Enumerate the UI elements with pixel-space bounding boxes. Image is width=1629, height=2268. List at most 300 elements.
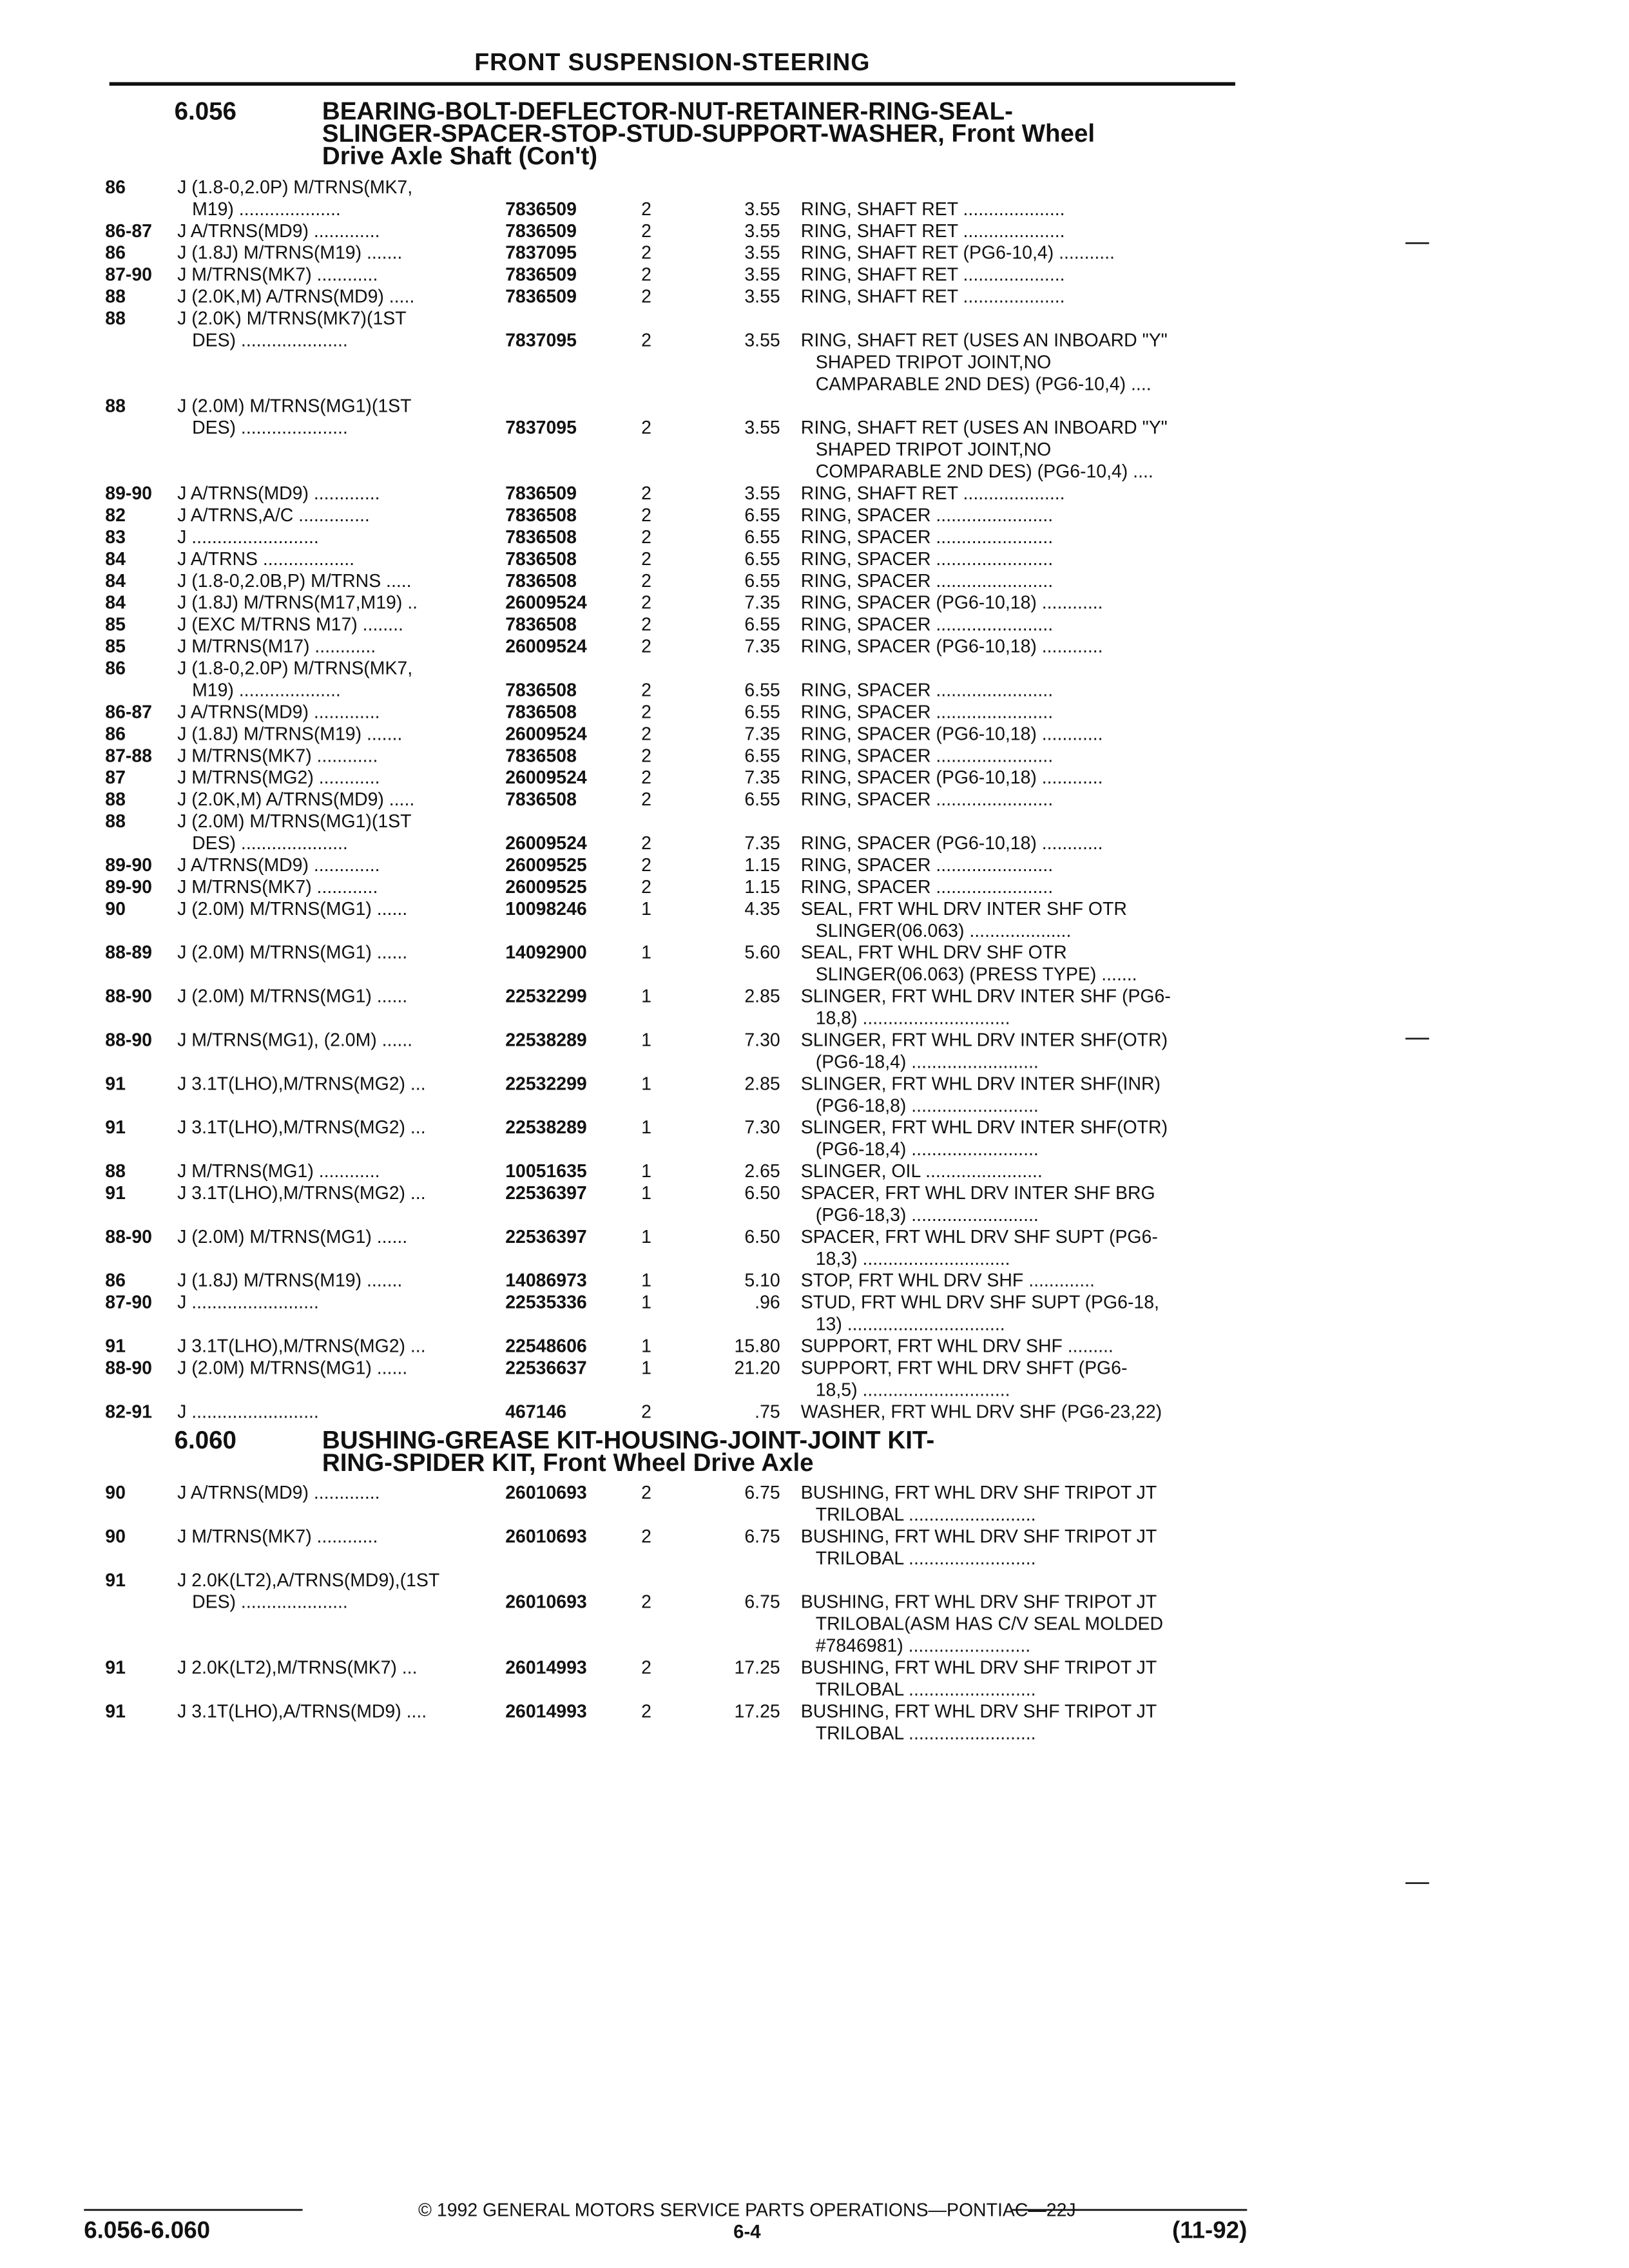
part-number: 22532299 bbox=[505, 985, 587, 1006]
part-number: 7836508 bbox=[505, 548, 577, 570]
quantity: 1 bbox=[641, 1357, 651, 1378]
usage-description bbox=[177, 220, 496, 242]
model-year: 91 bbox=[105, 1117, 126, 1138]
usage-description bbox=[177, 1117, 496, 1139]
section-title-line: BEARING-BOLT-DEFLECTOR-NUT-RETAINER-RING-SEAL- bbox=[322, 97, 1014, 125]
quantity: 2 bbox=[641, 832, 651, 854]
part-number: 10098246 bbox=[505, 898, 587, 919]
part-description bbox=[801, 1117, 1239, 1160]
usage-description bbox=[177, 701, 496, 723]
usage-line: J A/TRNS(MD9) ............. bbox=[177, 483, 380, 504]
model-year: 90 bbox=[105, 1526, 126, 1547]
part-number: 7837095 bbox=[505, 329, 577, 351]
usage-description bbox=[177, 898, 496, 919]
quantity: 1 bbox=[641, 1335, 651, 1356]
description-line: RING, SPACER ....................... bbox=[800, 876, 1054, 898]
part-description bbox=[801, 985, 1239, 1029]
description-line: SLINGER(06.063) .................... bbox=[815, 920, 1072, 941]
part-description bbox=[801, 570, 1239, 591]
quantity: 2 bbox=[641, 285, 651, 307]
model-year: 88 bbox=[105, 1160, 126, 1182]
part-number: 26014993 bbox=[505, 1657, 587, 1678]
quantity: 2 bbox=[641, 264, 651, 285]
usage-line: J (2.0M) M/TRNS(MG1) ...... bbox=[177, 1357, 408, 1378]
quantity: 2 bbox=[641, 1657, 651, 1678]
usage-line: J (1.8J) M/TRNS(M17,M19) .. bbox=[177, 592, 418, 613]
model-year: 87-90 bbox=[105, 1291, 152, 1313]
part-number: 7836508 bbox=[505, 570, 577, 591]
part-description bbox=[801, 242, 1239, 264]
part-description bbox=[801, 767, 1239, 789]
description-line: COMPARABLE 2ND DES) (PG6-10,4) .... bbox=[815, 461, 1153, 482]
description-line: STOP, FRT WHL DRV SHF ............. bbox=[800, 1270, 1095, 1291]
model-year: 88-90 bbox=[105, 1029, 152, 1050]
usage-description bbox=[177, 1525, 496, 1547]
usage-description bbox=[177, 526, 496, 548]
description-line: RING, SHAFT RET (PG6-10,4) ........... bbox=[800, 242, 1115, 264]
part-description bbox=[801, 789, 1239, 811]
part-number: 22538289 bbox=[505, 1029, 587, 1050]
model-year: 86 bbox=[105, 242, 126, 264]
unit-price: 2.85 bbox=[744, 1073, 780, 1094]
usage-line: J (1.8J) M/TRNS(M19) ....... bbox=[177, 1270, 403, 1291]
description-line: SHAPED TRIPOT JOINT,NO bbox=[815, 351, 1052, 372]
part-number: 7836508 bbox=[505, 526, 577, 548]
part-description bbox=[801, 1225, 1239, 1269]
usage-description bbox=[177, 789, 496, 811]
part-number: 14086973 bbox=[505, 1270, 587, 1291]
description-line: SUPPORT, FRT WHL DRV SHFT (PG6- bbox=[800, 1357, 1128, 1378]
usage-description bbox=[177, 307, 496, 351]
part-number: 26010693 bbox=[505, 1591, 587, 1613]
unit-price: 5.10 bbox=[744, 1270, 780, 1291]
usage-line: J 2.0K(LT2),A/TRNS(MD9),(1ST bbox=[177, 1570, 440, 1591]
quantity: 2 bbox=[641, 1591, 651, 1613]
model-year: 84 bbox=[105, 592, 126, 613]
description-line: TRILOBAL ......................... bbox=[815, 1548, 1036, 1569]
description-line: RING, SPACER (PG6-10,18) ............ bbox=[800, 767, 1103, 788]
usage-line: DES) ..................... bbox=[192, 417, 348, 438]
unit-price: 7.35 bbox=[744, 767, 780, 788]
usage-description bbox=[177, 548, 496, 570]
part-number: 22536637 bbox=[505, 1357, 587, 1378]
description-line: RING, SPACER ....................... bbox=[800, 854, 1054, 876]
description-line: SEAL, FRT WHL DRV SHF OTR bbox=[800, 942, 1067, 963]
unit-price: 7.35 bbox=[744, 635, 780, 657]
model-year: 90 bbox=[105, 1482, 126, 1503]
quantity: 2 bbox=[641, 1700, 651, 1722]
unit-price: 6.55 bbox=[744, 526, 780, 548]
description-line: SPACER, FRT WHL DRV INTER SHF BRG bbox=[800, 1182, 1155, 1204]
part-number: 22536397 bbox=[505, 1226, 587, 1247]
description-line: CAMPARABLE 2ND DES) (PG6-10,4) .... bbox=[815, 373, 1152, 394]
unit-price: 3.55 bbox=[744, 242, 780, 264]
quantity: 2 bbox=[641, 789, 651, 810]
model-year: 86 bbox=[105, 657, 126, 678]
unit-price: 6.75 bbox=[744, 1526, 780, 1547]
usage-description bbox=[177, 745, 496, 767]
model-year: 88-90 bbox=[105, 985, 152, 1006]
model-year: 91 bbox=[105, 1182, 126, 1204]
usage-description bbox=[177, 242, 496, 264]
part-number: 26009524 bbox=[505, 723, 587, 744]
part-description bbox=[801, 854, 1239, 876]
section-title-line: RING-SPIDER KIT, Front Wheel Drive Axle bbox=[322, 1448, 814, 1477]
description-line: TRILOBAL ......................... bbox=[815, 1504, 1036, 1525]
description-line: SHAPED TRIPOT JOINT,NO bbox=[815, 439, 1052, 460]
unit-price: 6.75 bbox=[744, 1591, 780, 1613]
model-year: 85 bbox=[105, 635, 126, 657]
model-year: 87-90 bbox=[105, 264, 152, 285]
part-number: 7836508 bbox=[505, 679, 577, 700]
usage-line: J A/TRNS(MD9) ............. bbox=[177, 854, 380, 876]
model-year: 89-90 bbox=[105, 483, 152, 504]
description-line: SLINGER, OIL ....................... bbox=[800, 1160, 1043, 1182]
model-year: 88 bbox=[105, 789, 126, 810]
footer-section-range: 6.056-6.060 bbox=[84, 2217, 211, 2244]
model-year: 84 bbox=[105, 570, 126, 591]
usage-line: DES) ..................... bbox=[192, 832, 348, 854]
usage-description bbox=[177, 941, 496, 963]
part-number: 7836508 bbox=[505, 505, 577, 526]
unit-price: 6.55 bbox=[744, 613, 780, 635]
part-description bbox=[801, 591, 1239, 613]
part-number: 26009525 bbox=[505, 854, 587, 876]
usage-description bbox=[177, 1700, 496, 1722]
usage-description bbox=[177, 1481, 496, 1503]
description-line: BUSHING, FRT WHL DRV SHF TRIPOT JT bbox=[800, 1700, 1157, 1722]
quantity: 2 bbox=[641, 242, 651, 264]
model-year: 86-87 bbox=[105, 701, 152, 722]
description-line: RING, SPACER (PG6-10,18) ............ bbox=[800, 723, 1103, 744]
description-line: RING, SPACER ....................... bbox=[800, 505, 1054, 526]
unit-price: 17.25 bbox=[734, 1700, 780, 1722]
unit-price: 2.65 bbox=[744, 1160, 780, 1182]
usage-line: J (2.0K,M) A/TRNS(MD9) ..... bbox=[177, 285, 415, 307]
usage-line: M19) .................... bbox=[192, 679, 341, 700]
unit-price: 3.55 bbox=[744, 285, 780, 307]
description-line: RING, SPACER ....................... bbox=[800, 570, 1054, 591]
part-description bbox=[801, 1335, 1239, 1357]
usage-description bbox=[177, 1073, 496, 1095]
usage-description bbox=[177, 395, 496, 439]
unit-price: 3.55 bbox=[744, 417, 780, 438]
description-line: WASHER, FRT WHL DRV SHF (PG6-23,22) bbox=[800, 1401, 1162, 1422]
quantity: 2 bbox=[641, 505, 651, 526]
usage-description bbox=[177, 1269, 496, 1291]
usage-description bbox=[177, 570, 496, 591]
usage-line: J M/TRNS(MK7) ............ bbox=[177, 745, 378, 766]
unit-price: 1.15 bbox=[744, 854, 780, 876]
quantity: 2 bbox=[641, 679, 651, 700]
part-number: 26009524 bbox=[505, 767, 587, 788]
usage-description bbox=[177, 285, 496, 307]
unit-price: 21.20 bbox=[734, 1357, 780, 1378]
usage-description bbox=[177, 482, 496, 504]
model-year: 88 bbox=[105, 395, 126, 416]
usage-description bbox=[177, 1335, 496, 1357]
description-line: 18,5) ............................. bbox=[815, 1379, 1010, 1400]
usage-description bbox=[177, 854, 496, 876]
part-number: 22538289 bbox=[505, 1117, 587, 1138]
description-line: SLINGER, FRT WHL DRV INTER SHF (PG6- bbox=[800, 985, 1171, 1006]
usage-line: J (2.0M) M/TRNS(MG1) ...... bbox=[177, 942, 408, 963]
part-number: 7837095 bbox=[505, 242, 577, 264]
description-line: TRILOBAL ......................... bbox=[815, 1722, 1036, 1744]
part-description bbox=[801, 285, 1239, 307]
usage-line: J ......................... bbox=[177, 1291, 319, 1313]
part-description bbox=[801, 504, 1239, 526]
description-line: RING, SPACER (PG6-10,18) ............ bbox=[800, 635, 1103, 657]
quantity: 1 bbox=[641, 1029, 651, 1050]
part-number: 7836508 bbox=[505, 745, 577, 766]
description-line: RING, SPACER (PG6-10,18) ............ bbox=[800, 832, 1103, 854]
usage-line: J M/TRNS(MK7) ............ bbox=[177, 264, 378, 285]
description-line: STUD, FRT WHL DRV SHF SUPT (PG6-18, bbox=[800, 1291, 1159, 1313]
unit-price: 7.30 bbox=[744, 1117, 780, 1138]
usage-line: J A/TRNS .................. bbox=[177, 548, 355, 570]
usage-line: J 3.1T(LHO),M/TRNS(MG2) ... bbox=[177, 1073, 426, 1094]
description-line: SLINGER, FRT WHL DRV INTER SHF(OTR) bbox=[800, 1117, 1168, 1138]
part-number: 7836509 bbox=[505, 198, 577, 220]
usage-line: J A/TRNS(MD9) ............. bbox=[177, 1482, 380, 1503]
part-description bbox=[801, 1182, 1239, 1225]
unit-price: 6.75 bbox=[744, 1482, 780, 1503]
usage-description bbox=[177, 1182, 496, 1204]
margin-tick-mark bbox=[1405, 1038, 1429, 1040]
unit-price: 15.80 bbox=[734, 1335, 780, 1356]
unit-price: 3.55 bbox=[744, 198, 780, 220]
part-number: 7837095 bbox=[505, 417, 577, 438]
part-number: 22548606 bbox=[505, 1335, 587, 1356]
model-year: 86-87 bbox=[105, 220, 152, 242]
description-line: (PG6-18,4) ......................... bbox=[815, 1051, 1039, 1072]
model-year: 88 bbox=[105, 307, 126, 329]
quantity: 2 bbox=[641, 767, 651, 788]
quantity: 1 bbox=[641, 898, 651, 919]
description-line: BUSHING, FRT WHL DRV SHF TRIPOT JT bbox=[800, 1657, 1157, 1678]
description-line: RING, SHAFT RET .................... bbox=[800, 264, 1065, 285]
usage-description bbox=[177, 613, 496, 635]
unit-price: 7.35 bbox=[744, 832, 780, 854]
quantity: 1 bbox=[641, 1117, 651, 1138]
part-number: 26009525 bbox=[505, 876, 587, 898]
usage-description bbox=[177, 1657, 496, 1678]
description-line: BUSHING, FRT WHL DRV SHF TRIPOT JT bbox=[800, 1482, 1157, 1503]
description-line: RING, SHAFT RET .................... bbox=[800, 483, 1065, 504]
unit-price: 1.15 bbox=[744, 876, 780, 898]
usage-description bbox=[177, 176, 496, 220]
description-line: RING, SPACER ....................... bbox=[800, 701, 1054, 722]
usage-line: J (EXC M/TRNS M17) ........ bbox=[177, 613, 403, 635]
part-description bbox=[801, 1029, 1239, 1073]
part-description bbox=[801, 1525, 1239, 1569]
model-year: 82-91 bbox=[105, 1401, 152, 1422]
part-number: 7836508 bbox=[505, 613, 577, 635]
usage-line: J (1.8-0,2.0P) M/TRNS(MK7, bbox=[177, 657, 413, 678]
usage-description bbox=[177, 985, 496, 1007]
usage-line: J A/TRNS,A/C .............. bbox=[177, 505, 370, 526]
usage-description bbox=[177, 657, 496, 701]
quantity: 2 bbox=[641, 613, 651, 635]
usage-line: J (2.0M) M/TRNS(MG1) ...... bbox=[177, 985, 408, 1006]
usage-line: J (1.8J) M/TRNS(M19) ....... bbox=[177, 723, 403, 744]
part-number: 26010693 bbox=[505, 1482, 587, 1503]
part-number: 7836508 bbox=[505, 701, 577, 722]
description-line: #7846981) ........................ bbox=[815, 1635, 1031, 1656]
model-year: 88-89 bbox=[105, 942, 152, 963]
description-line: RING, SHAFT RET (USES AN INBOARD "Y" bbox=[800, 329, 1168, 351]
description-line: BUSHING, FRT WHL DRV SHF TRIPOT JT bbox=[800, 1591, 1157, 1613]
usage-description bbox=[177, 1569, 496, 1613]
usage-line: DES) ..................... bbox=[192, 1591, 348, 1613]
part-description bbox=[801, 264, 1239, 285]
quantity: 2 bbox=[641, 548, 651, 570]
model-year: 91 bbox=[105, 1073, 126, 1094]
usage-line: J (2.0M) M/TRNS(MG1) ...... bbox=[177, 898, 408, 919]
unit-price: 3.55 bbox=[744, 483, 780, 504]
part-description bbox=[801, 1291, 1239, 1335]
unit-price: 2.85 bbox=[744, 985, 780, 1006]
usage-line: J (2.0M) M/TRNS(MG1) ...... bbox=[177, 1226, 408, 1247]
usage-line: J (2.0M) M/TRNS(MG1)(1ST bbox=[177, 395, 412, 416]
unit-price: .75 bbox=[755, 1401, 780, 1422]
description-line: 18,3) ............................. bbox=[815, 1248, 1010, 1269]
quantity: 2 bbox=[641, 854, 651, 876]
usage-line: J 2.0K(LT2),M/TRNS(MK7) ... bbox=[177, 1657, 418, 1678]
quantity: 2 bbox=[641, 745, 651, 766]
part-description bbox=[801, 832, 1239, 854]
usage-line: J (1.8-0,2.0P) M/TRNS(MK7, bbox=[177, 177, 413, 198]
usage-line: J M/TRNS(M17) ............ bbox=[177, 635, 376, 657]
quantity: 2 bbox=[641, 1526, 651, 1547]
description-line: (PG6-18,3) ......................... bbox=[815, 1204, 1039, 1225]
section-title-line: Drive Axle Shaft (Con't) bbox=[322, 142, 598, 170]
section-number: 6.056 bbox=[174, 97, 236, 125]
quantity: 2 bbox=[641, 1401, 651, 1422]
usage-line: J A/TRNS(MD9) ............. bbox=[177, 220, 380, 242]
quantity: 1 bbox=[641, 942, 651, 963]
description-line: 18,8) ............................. bbox=[815, 1007, 1010, 1028]
model-year: 88-90 bbox=[105, 1357, 152, 1378]
usage-line: J 3.1T(LHO),M/TRNS(MG2) ... bbox=[177, 1182, 426, 1204]
unit-price: 3.55 bbox=[744, 264, 780, 285]
usage-line: J (1.8-0,2.0B,P) M/TRNS ..... bbox=[177, 570, 412, 591]
unit-price: .96 bbox=[755, 1291, 780, 1313]
part-description bbox=[801, 745, 1239, 767]
unit-price: 3.55 bbox=[744, 329, 780, 351]
model-year: 85 bbox=[105, 613, 126, 635]
model-year: 83 bbox=[105, 526, 126, 548]
part-number: 7836509 bbox=[505, 483, 577, 504]
description-line: SPACER, FRT WHL DRV SHF SUPT (PG6- bbox=[800, 1226, 1158, 1247]
quantity: 1 bbox=[641, 1160, 651, 1182]
quantity: 2 bbox=[641, 329, 651, 351]
part-number: 7836509 bbox=[505, 264, 577, 285]
description-line: RING, SHAFT RET (USES AN INBOARD "Y" bbox=[800, 417, 1168, 438]
part-description bbox=[801, 1700, 1239, 1744]
model-year: 91 bbox=[105, 1657, 126, 1678]
usage-line: J M/TRNS(MK7) ............ bbox=[177, 1526, 378, 1547]
model-year: 86 bbox=[105, 1270, 126, 1291]
model-year: 90 bbox=[105, 898, 126, 919]
part-description bbox=[801, 198, 1239, 220]
part-description bbox=[801, 220, 1239, 242]
page-title: FRONT SUSPENSION-STEERING bbox=[474, 48, 871, 76]
footer-page-number: 6-4 bbox=[733, 2220, 761, 2242]
description-line: SEAL, FRT WHL DRV INTER SHF OTR bbox=[800, 898, 1127, 919]
part-number: 467146 bbox=[505, 1401, 567, 1422]
margin-tick-mark bbox=[1405, 242, 1429, 244]
part-description bbox=[801, 1401, 1239, 1423]
quantity: 2 bbox=[641, 417, 651, 438]
quantity: 2 bbox=[641, 198, 651, 220]
description-line: RING, SHAFT RET .................... bbox=[800, 198, 1065, 220]
usage-line: J (2.0K) M/TRNS(MK7)(1ST bbox=[177, 307, 407, 329]
section-number: 6.060 bbox=[174, 1426, 236, 1454]
quantity: 2 bbox=[641, 483, 651, 504]
description-line: SLINGER, FRT WHL DRV INTER SHF(OTR) bbox=[800, 1029, 1168, 1050]
model-year: 86 bbox=[105, 723, 126, 744]
model-year: 89-90 bbox=[105, 854, 152, 876]
part-number: 22532299 bbox=[505, 1073, 587, 1094]
description-line: RING, SPACER (PG6-10,18) ............ bbox=[800, 592, 1103, 613]
unit-price: 6.55 bbox=[744, 505, 780, 526]
usage-description bbox=[177, 504, 496, 526]
part-description bbox=[801, 1269, 1239, 1291]
description-line: BUSHING, FRT WHL DRV SHF TRIPOT JT bbox=[800, 1526, 1157, 1547]
part-number: 26009524 bbox=[505, 832, 587, 854]
usage-description bbox=[177, 635, 496, 657]
description-line: RING, SPACER ....................... bbox=[800, 789, 1054, 810]
usage-line: J (2.0K,M) A/TRNS(MD9) ..... bbox=[177, 789, 415, 810]
description-line: SLINGER, FRT WHL DRV INTER SHF(INR) bbox=[800, 1073, 1161, 1094]
description-line: TRILOBAL ......................... bbox=[815, 1678, 1036, 1700]
description-line: RING, SHAFT RET .................... bbox=[800, 285, 1065, 307]
unit-price: 7.35 bbox=[744, 723, 780, 744]
quantity: 2 bbox=[641, 701, 651, 722]
part-description bbox=[801, 417, 1239, 483]
quantity: 2 bbox=[641, 876, 651, 898]
unit-price: 6.55 bbox=[744, 789, 780, 810]
quantity: 2 bbox=[641, 723, 651, 744]
part-description bbox=[801, 482, 1239, 504]
part-description bbox=[801, 1481, 1239, 1525]
quantity: 1 bbox=[641, 1270, 651, 1291]
part-description bbox=[801, 1073, 1239, 1117]
description-line: RING, SPACER ....................... bbox=[800, 745, 1054, 766]
section-title-line: SLINGER-SPACER-STOP-STUD-SUPPORT-WASHER, Front Wheel bbox=[322, 119, 1095, 148]
usage-description bbox=[177, 810, 496, 854]
usage-description bbox=[177, 1029, 496, 1051]
part-description bbox=[801, 723, 1239, 745]
part-number: 22535336 bbox=[505, 1291, 587, 1313]
part-description bbox=[801, 679, 1239, 701]
part-number: 14092900 bbox=[505, 942, 587, 963]
part-number: 26014993 bbox=[505, 1700, 587, 1722]
model-year: 89-90 bbox=[105, 876, 152, 898]
usage-line: J M/TRNS(MK7) ............ bbox=[177, 876, 378, 898]
quantity: 1 bbox=[641, 1226, 651, 1247]
quantity: 2 bbox=[641, 570, 651, 591]
usage-line: J 3.1T(LHO),A/TRNS(MD9) .... bbox=[177, 1700, 427, 1722]
margin-tick-mark bbox=[1405, 1882, 1429, 1884]
part-description bbox=[801, 876, 1239, 898]
usage-line: J (1.8J) M/TRNS(M19) ....... bbox=[177, 242, 403, 264]
unit-price: 6.50 bbox=[744, 1226, 780, 1247]
quantity: 1 bbox=[641, 1182, 651, 1204]
footer-date-code: (11-92) bbox=[1172, 2217, 1248, 2244]
